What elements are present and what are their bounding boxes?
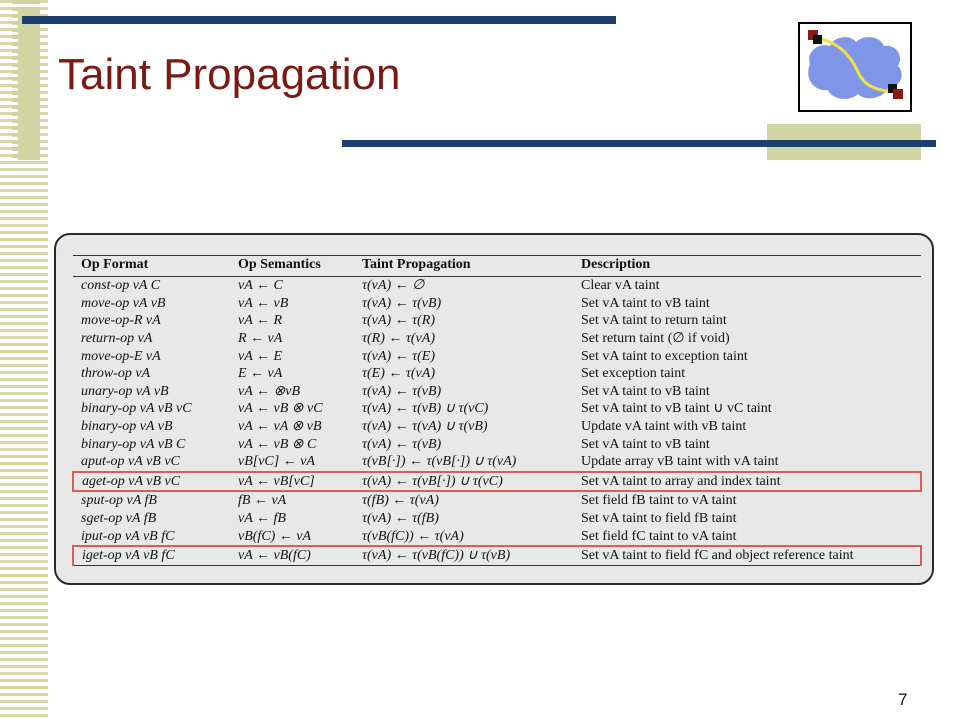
cell-op-format: aget-op vA vB vC xyxy=(73,472,230,492)
header-op-semantics: Op Semantics xyxy=(230,256,354,277)
cell-op-semantics: vB[vC] ← vA xyxy=(238,454,315,470)
cell-taint-propagation: τ(vA) ← τ(vB) ∪ τ(vC) xyxy=(362,401,489,417)
cloud-path-icon xyxy=(798,22,912,112)
header-op-format: Op Format xyxy=(73,256,230,277)
cell-taint-propagation: τ(vA) ← τ(fB) xyxy=(362,511,439,527)
cell-op-format: throw-op vA xyxy=(81,366,151,382)
cell-taint-propagation: τ(vA) ← ∅ xyxy=(362,278,425,294)
cell-description: Update array vB taint with vA taint xyxy=(581,454,779,470)
cell-taint-propagation: τ(vB(fC)) ← τ(vA) xyxy=(362,528,464,544)
cell-taint-propagation: τ(fB) ← τ(vA) xyxy=(362,493,439,509)
cell-op-semantics: fB ← vA xyxy=(238,493,287,509)
cell-description: Set vA taint to vB taint xyxy=(581,436,710,452)
table-row xyxy=(73,365,921,383)
cell-description: Set vA taint to vB taint xyxy=(581,383,710,399)
cell-op-semantics: vA ← R xyxy=(238,313,283,329)
cell-op-semantics: vA ← fB xyxy=(238,511,286,527)
header-description: Description xyxy=(573,256,921,277)
title-underline-rule xyxy=(342,140,936,147)
cell-op-semantics: vA ← vA ⊗ vB xyxy=(238,419,322,435)
cell-op-semantics: vA ← vB xyxy=(238,295,289,311)
cell-op-format: binary-op vA vB xyxy=(81,419,173,435)
header-taint-propagation: Taint Propagation xyxy=(354,256,573,277)
table-row xyxy=(73,510,921,528)
cell-op-format: move-op-E vA xyxy=(81,348,161,364)
table-row xyxy=(73,400,921,418)
taint-propagation-table xyxy=(72,255,922,566)
cell-op-format: iput-op vA vB fC xyxy=(81,528,175,544)
cell-op-semantics: R ← vA xyxy=(238,331,283,347)
table-row xyxy=(73,330,921,348)
cell-op-format: sget-op vA fB xyxy=(81,511,157,527)
cell-description: Update vA taint with vB taint xyxy=(581,419,747,435)
cell-taint-propagation: τ(vA) ← τ(vB[·]) ∪ τ(vC) xyxy=(354,472,573,492)
cell-taint-propagation: τ(vA) ← τ(vB(fC)) ∪ τ(vB) xyxy=(354,546,573,565)
cell-op-format: sput-op vA fB xyxy=(81,493,157,509)
table-frame xyxy=(54,233,934,585)
cell-description: Set vA taint to array and index taint xyxy=(573,472,921,492)
cell-description: Set vA taint to exception taint xyxy=(581,348,748,364)
cell-op-format: move-op-R vA xyxy=(81,313,161,329)
table-row xyxy=(73,383,921,401)
cell-taint-propagation: τ(vA) ← τ(vA) ∪ τ(vB) xyxy=(362,419,488,435)
cell-description: Set vA taint to field fB taint xyxy=(581,511,737,527)
cell-description: Set field fC taint to vA taint xyxy=(581,528,737,544)
table-row xyxy=(73,295,921,313)
cell-description: Set return taint (∅ if void) xyxy=(581,331,730,347)
page-number: 7 xyxy=(898,690,908,709)
cell-op-format: iget-op vA vB fC xyxy=(73,546,230,565)
cell-taint-propagation: τ(R) ← τ(vA) xyxy=(362,331,435,347)
cell-op-semantics: vA ← E xyxy=(238,348,283,364)
cell-taint-propagation: τ(vA) ← τ(R) xyxy=(362,313,435,329)
cell-taint-propagation: τ(E) ← τ(vA) xyxy=(362,366,435,382)
cell-description: Set exception taint xyxy=(581,366,686,382)
slide-title: Taint Propagation xyxy=(58,50,401,99)
cell-taint-propagation: τ(vB[·]) ← τ(vB[·]) ∪ τ(vA) xyxy=(362,454,517,470)
cell-description: Clear vA taint xyxy=(581,278,660,294)
top-rule xyxy=(22,16,616,24)
highlighted-table-row xyxy=(73,472,921,492)
table-header-row xyxy=(73,256,921,277)
table-row xyxy=(73,527,921,546)
cell-taint-propagation: τ(vA) ← τ(E) xyxy=(362,348,435,364)
cell-op-format: move-op vA vB xyxy=(81,295,166,311)
cell-op-format: unary-op vA vB xyxy=(81,383,169,399)
cell-op-semantics: vA ← ⊗vB xyxy=(238,383,301,399)
table-row xyxy=(73,491,921,510)
cell-description: Set vA taint to return taint xyxy=(581,313,727,329)
cell-op-semantics: vA ← vB ⊗ C xyxy=(238,436,317,452)
cell-op-semantics: E ← vA xyxy=(238,366,283,382)
cell-op-format: binary-op vA vB vC xyxy=(81,401,192,417)
cell-description: Set vA taint to vB taint ∪ vC taint xyxy=(581,401,772,417)
table-row xyxy=(73,347,921,365)
cell-op-format: const-op vA C xyxy=(81,278,161,294)
cell-taint-propagation: τ(vA) ← τ(vB) xyxy=(362,383,442,399)
table-row xyxy=(73,418,921,436)
cell-op-format: return-op vA xyxy=(81,331,153,347)
cell-taint-propagation: τ(vA) ← τ(vB) xyxy=(362,295,442,311)
table-row xyxy=(73,312,921,330)
cell-op-format: binary-op vA vB C xyxy=(81,436,186,452)
cell-op-semantics: vA ← vB ⊗ vC xyxy=(238,401,323,417)
table-row xyxy=(73,453,921,472)
highlighted-table-row xyxy=(73,546,921,565)
cell-op-semantics: vA ← C xyxy=(238,278,283,294)
table-row xyxy=(73,277,921,295)
cell-op-format: aput-op vA vB vC xyxy=(81,454,180,470)
table-row xyxy=(73,435,921,453)
cell-description: Set vA taint to vB taint xyxy=(581,295,710,311)
cell-op-semantics: vA ← vB[vC] xyxy=(230,472,354,492)
cell-taint-propagation: τ(vA) ← τ(vB) xyxy=(362,436,442,452)
cell-description: Set field fB taint to vA taint xyxy=(581,493,737,509)
cell-op-semantics: vA ← vB(fC) xyxy=(230,546,354,565)
cell-op-semantics: vB(fC) ← vA xyxy=(238,528,312,544)
cell-description: Set vA taint to field fC and object reference taint xyxy=(573,546,921,565)
decorative-stripe-block xyxy=(12,0,40,160)
